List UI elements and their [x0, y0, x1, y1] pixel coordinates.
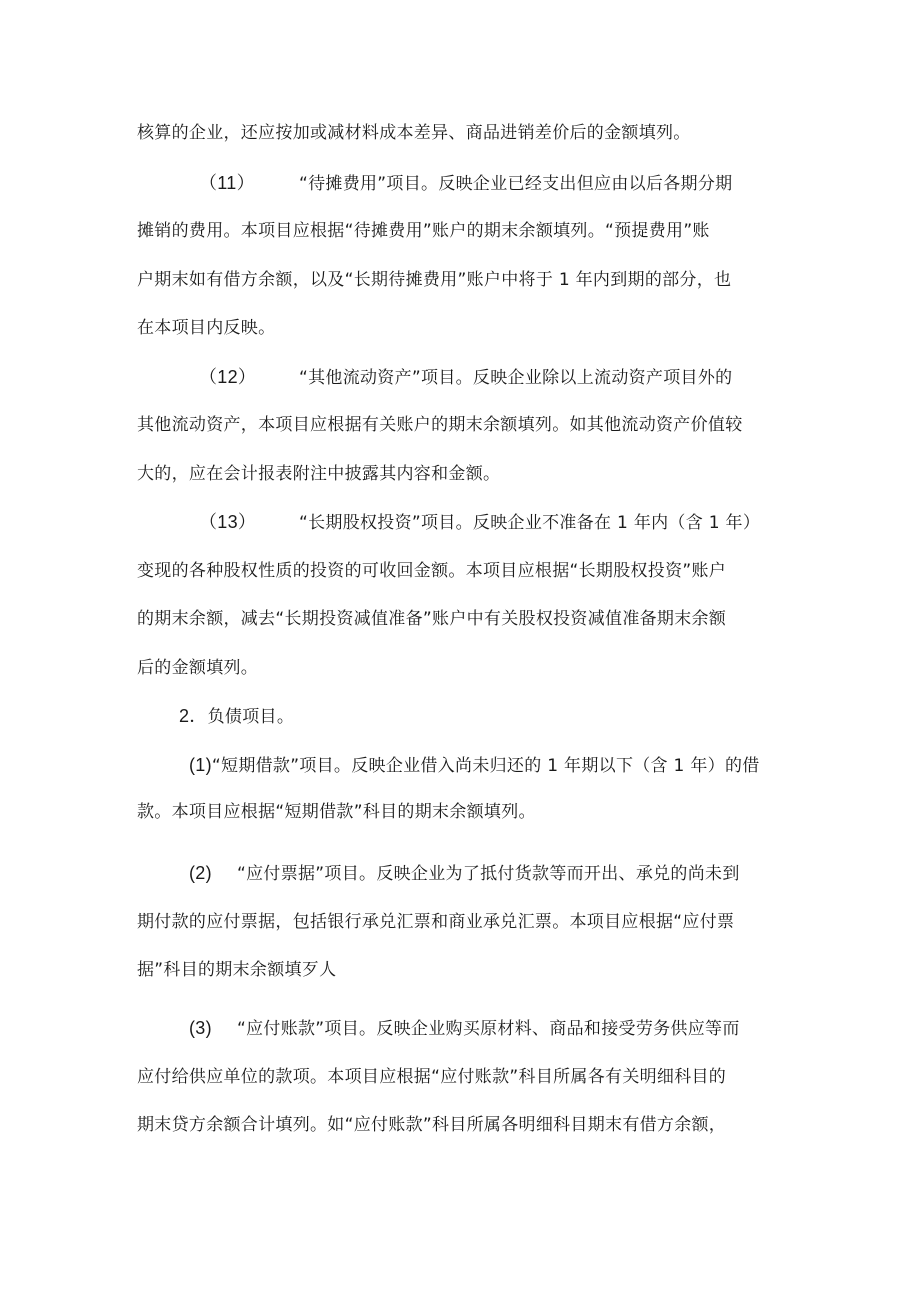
item-number: （12） [199, 367, 257, 387]
text-line: 的期末余额，减去“长期投资减值准备”账户中有关股权投资减值准备期末余额 [137, 609, 727, 629]
item-number: （13） [199, 512, 257, 532]
text-line: 据”科目的期末余额填歹人 [137, 960, 337, 980]
section-title: 负债项目。 [207, 707, 295, 727]
text-line: 核算的企业，还应按加或减材料成本差异、商品进销差价后的金额填列。 [137, 123, 691, 143]
text-line: 大的，应在会计报表附注中披露其内容和金额。 [137, 464, 501, 484]
text-line: 期付款的应付票据，包括银行承兑汇票和商业承兑汇票。本项目应根据“应付票 [137, 912, 735, 932]
text-span: “其他流动资产”项目。反映企业除以上流动资产项目外的 [299, 368, 733, 388]
item-number: (2) [189, 863, 212, 883]
text-span: “应付账款”项目。反映企业购买原材料、商品和接受劳务供应等而 [237, 1019, 740, 1039]
paragraph-first-line [137, 861, 740, 886]
text-span: “应付票据”项目。反映企业为了抵付货款等而开出、承兑的尚未到 [237, 864, 740, 884]
text-span: “待摊费用”项目。反映企业已经支出但应由以后各期分期 [299, 174, 733, 194]
text-line: 款。本项目应根据“短期借款”科目的期末余额填列。 [137, 802, 536, 822]
section-number: 2． [179, 706, 208, 726]
paragraph-first-line [137, 1016, 740, 1041]
text-line: 应付给供应单位的款项。本项目应根据“应付账款”科目所属各有关明细科目的 [137, 1067, 727, 1087]
item-number: (3) [189, 1018, 212, 1038]
text-line: 后的金额填列。 [137, 658, 259, 678]
text-span: “短期借款”项目。反映企业借入尚未归还的 1 年期以下（含 1 年）的借 [211, 756, 760, 776]
item-number: (1) [189, 755, 212, 775]
paragraph-first-line [137, 171, 732, 196]
text-line: 摊销的费用。本项目应根据“待摊费用”账户的期末余额填列。“预提费用”账 [137, 221, 710, 241]
paragraph-first-line [137, 365, 732, 390]
section-heading [137, 704, 294, 729]
text-line: 其他流动资产，本项目应根据有关账户的期末余额填列。如其他流动资产价值较 [137, 415, 743, 435]
item-number: （11） [199, 173, 255, 193]
text-span: “长期股权投资”项目。反映企业不准备在 1 年内（含 1 年） [299, 513, 761, 533]
text-line: 期末贷方余额合计填列。如“应付账款”科目所属各明细科目期末有借方余额， [137, 1115, 727, 1135]
paragraph-first-line [137, 510, 760, 535]
text-line: 在本项目内反映。 [137, 318, 276, 338]
text-line: 变现的各种股权性质的投资的可收回金额。本项目应根据“长期股权投资”账户 [137, 561, 727, 581]
text-line: 户期末如有借方余额，以及“长期待摊费用”账户中将于 1 年内到期的部分，也 [137, 270, 732, 290]
paragraph-first-line [137, 753, 760, 778]
